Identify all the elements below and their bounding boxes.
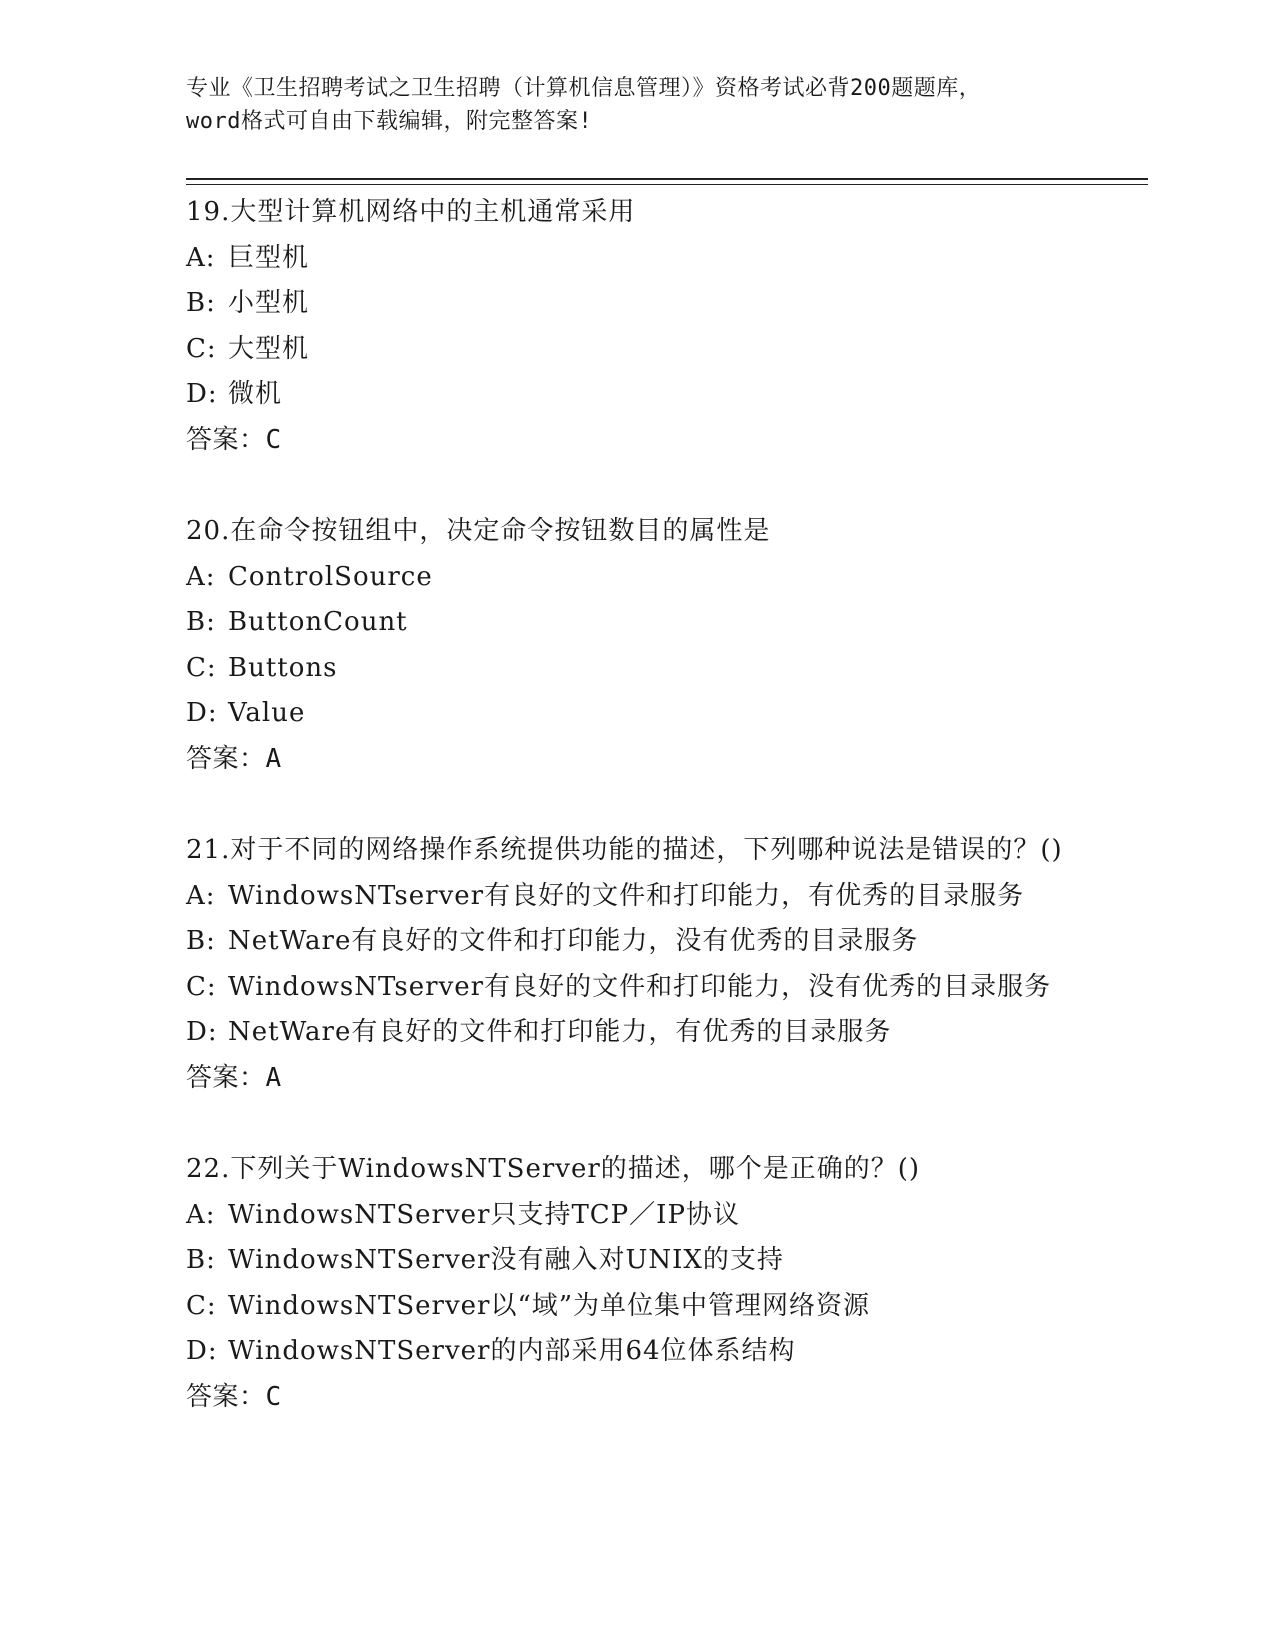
option-a — [186, 555, 1146, 601]
answer: 答案：A — [186, 1062, 282, 1093]
option-letter: A: — [186, 242, 216, 273]
question-19 — [186, 190, 1146, 463]
option-letter: B: — [186, 1245, 216, 1275]
option-text: WindowsNTserver有良好的文件和打印能力，没有优秀的目录服务 — [228, 971, 1052, 1002]
option-a — [186, 874, 1146, 920]
option-letter: A: — [186, 880, 216, 911]
question-text: 20.在命令按钮组中，决定命令按钮数目的属性是 — [186, 516, 771, 546]
option-letter: C: — [186, 1290, 217, 1321]
option-text: WindowsNTServer的内部采用64位体系结构 — [228, 1336, 796, 1366]
option-letter: D: — [186, 379, 218, 409]
document-header — [186, 72, 1086, 138]
option-letter: D: — [186, 1017, 218, 1047]
option-d — [186, 372, 1146, 418]
option-text: 巨型机 — [228, 242, 310, 273]
option-c — [186, 1284, 1146, 1330]
option-b — [186, 1238, 1146, 1284]
option-letter: B: — [186, 288, 216, 318]
option-letter: B: — [186, 607, 216, 637]
question-text: 19.大型计算机网络中的主机通常采用 — [186, 197, 636, 227]
question-21 — [186, 828, 1146, 1101]
option-b — [186, 281, 1146, 327]
question-list — [186, 190, 1146, 1466]
option-letter: C: — [186, 971, 217, 1002]
option-text: WindowsNTserver有良好的文件和打印能力，有优秀的目录服务 — [228, 880, 1025, 911]
question-text: 22.下列关于WindowsNTServer的描述，哪个是正确的？() — [186, 1154, 921, 1184]
option-a — [186, 1193, 1146, 1239]
question-22 — [186, 1147, 1146, 1420]
option-letter: D: — [186, 698, 218, 728]
header-line-2: word格式可自由下载编辑，附完整答案! — [186, 109, 593, 134]
answer: 答案：A — [186, 743, 282, 774]
option-letter: A: — [186, 561, 216, 592]
option-d — [186, 1329, 1146, 1375]
option-text: 微机 — [228, 379, 283, 409]
option-a — [186, 236, 1146, 282]
option-text: 大型机 — [228, 333, 310, 364]
option-letter: C: — [186, 652, 217, 683]
question-text: 21.对于不同的网络操作系统提供功能的描述，下列哪种说法是错误的？() — [186, 835, 1063, 865]
option-text: NetWare有良好的文件和打印能力，有优秀的目录服务 — [228, 1017, 892, 1047]
option-text: WindowsNTServer以“域”为单位集中管理网络资源 — [228, 1290, 871, 1321]
option-text: WindowsNTServer只支持TCP／IP协议 — [228, 1199, 740, 1230]
option-d — [186, 1010, 1146, 1056]
header-line-1: 专业《卫生招聘考试之卫生招聘（计算机信息管理）》资格考试必背200题题库， — [186, 76, 982, 101]
option-d — [186, 691, 1146, 737]
option-text: WindowsNTServer没有融入对UNIX的支持 — [228, 1245, 784, 1275]
option-text: NetWare有良好的文件和打印能力，没有优秀的目录服务 — [228, 926, 919, 956]
option-letter: D: — [186, 1336, 218, 1366]
option-text: Value — [228, 698, 306, 728]
option-letter: A: — [186, 1199, 216, 1230]
header-divider-thick — [186, 178, 1148, 180]
option-c — [186, 646, 1146, 692]
option-c — [186, 327, 1146, 373]
header-divider-thin — [186, 184, 1148, 185]
option-text: Buttons — [228, 652, 338, 683]
question-20 — [186, 509, 1146, 782]
option-text: ControlSource — [228, 561, 433, 592]
option-letter: B: — [186, 926, 216, 956]
answer: 答案：C — [186, 1381, 282, 1412]
option-b — [186, 919, 1146, 965]
option-text: ButtonCount — [228, 607, 408, 637]
option-text: 小型机 — [228, 288, 310, 318]
option-letter: C: — [186, 333, 217, 364]
option-c — [186, 965, 1146, 1011]
answer: 答案：C — [186, 424, 282, 455]
option-b — [186, 600, 1146, 646]
